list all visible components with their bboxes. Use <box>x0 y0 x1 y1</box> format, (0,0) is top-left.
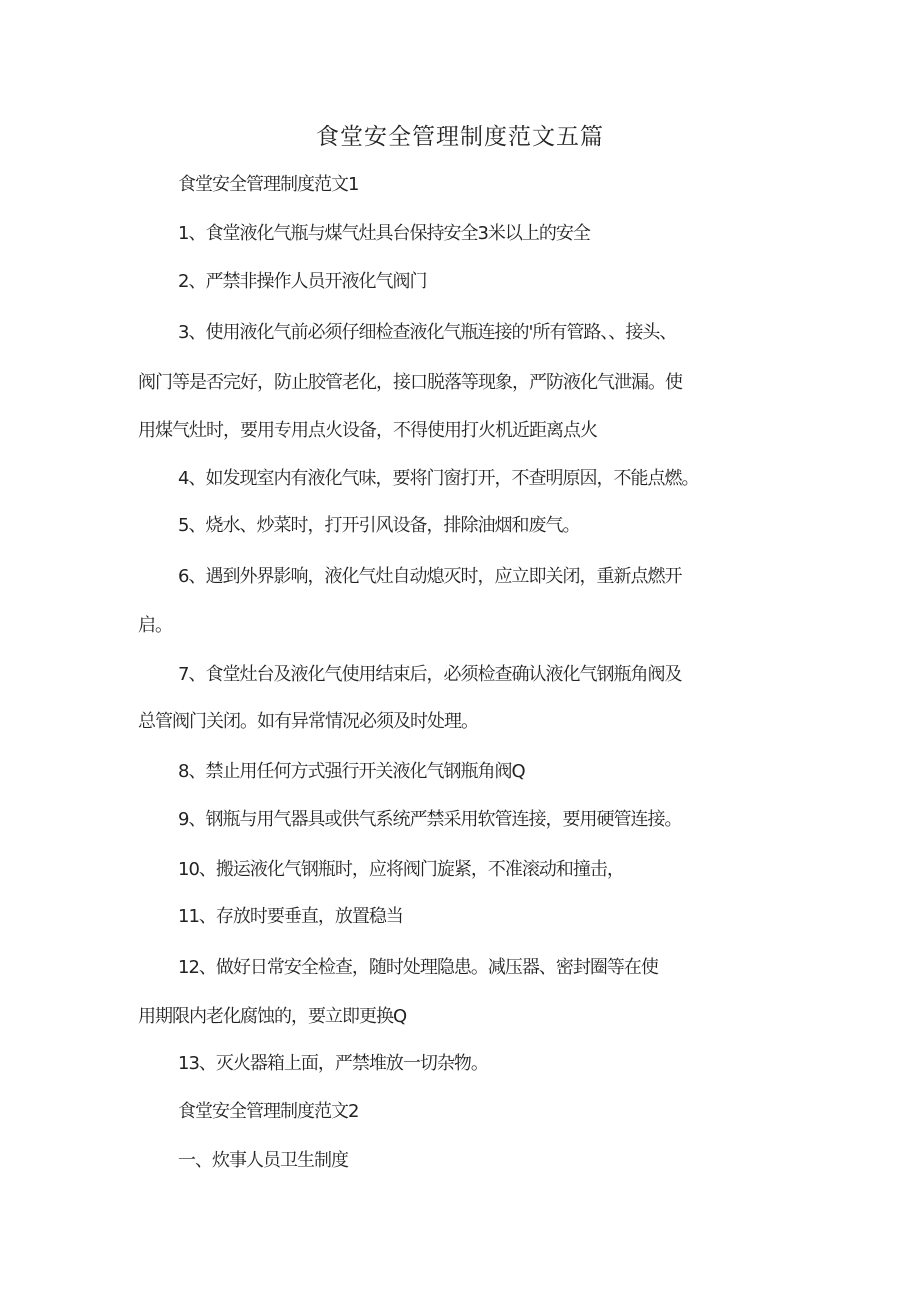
paragraph-line: 总管阀门关闭。如有异常情况必须及时处理。 <box>138 711 478 732</box>
paragraph-line: 用期限内老化腐蚀的，要立即更换Q <box>138 1006 407 1027</box>
paragraph-line: 5、烧水、炒菜时，打开引风设备，排除油烟和废气。 <box>178 515 580 536</box>
paragraph-line: 11、存放时要垂直，放置稳当 <box>178 906 403 927</box>
paragraph-line: 10、搬运液化气钢瓶时，应将阀门旋紧，不准滚动和撞击， <box>178 859 624 880</box>
paragraph-line: 13、灭火器箱上面，严禁堆放一切杂物。 <box>178 1053 488 1074</box>
paragraph-line: 一、炊事人员卫生制度 <box>178 1150 348 1171</box>
section-heading: 食堂安全管理制度范文1 <box>178 174 359 195</box>
paragraph-line: 阀门等是否完好，防止胶管老化，接口脱落等现象，严防液化气泄漏。使 <box>138 372 682 393</box>
paragraph-line: 12、做好日常安全检查，随时处理隐患。减压器、密封圈等在使 <box>178 957 658 978</box>
paragraph-line: 8、禁止用任何方式强行开关液化气钢瓶角阀Q <box>178 761 525 782</box>
paragraph-line: 1、食堂液化气瓶与煤气灶具台保持安全3米以上的安全 <box>178 223 590 244</box>
paragraph-line: 9、钢瓶与用气器具或供气系统严禁采用软管连接，要用硬管连接。 <box>178 809 682 830</box>
paragraph-line: 2、严禁非操作人员开液化气阀门 <box>178 271 427 292</box>
paragraph-line: 6、遇到外界影响，液化气灶自动熄灭时，应立即关闭，重新点燃开 <box>178 566 682 587</box>
section-heading: 食堂安全管理制度范文2 <box>178 1101 359 1122</box>
document-title: 食堂安全管理制度范文五篇 <box>316 124 604 150</box>
paragraph-line: 用煤气灶时，要用专用点火设备，不得使用打火机近距离点火 <box>138 420 597 441</box>
paragraph-line: 3、使用液化气前必须仔细检查液化气瓶连接的'所有管路、、接头、 <box>178 322 677 343</box>
paragraph-line: 7、食堂灶台及液化气使用结束后，必须检查确认液化气钢瓶角阀及 <box>178 664 682 685</box>
paragraph-line: 4、如发现室内有液化气味，要将门窗打开，不查明原因，不能点燃。 <box>178 468 699 489</box>
paragraph-line: 启。 <box>138 615 172 636</box>
